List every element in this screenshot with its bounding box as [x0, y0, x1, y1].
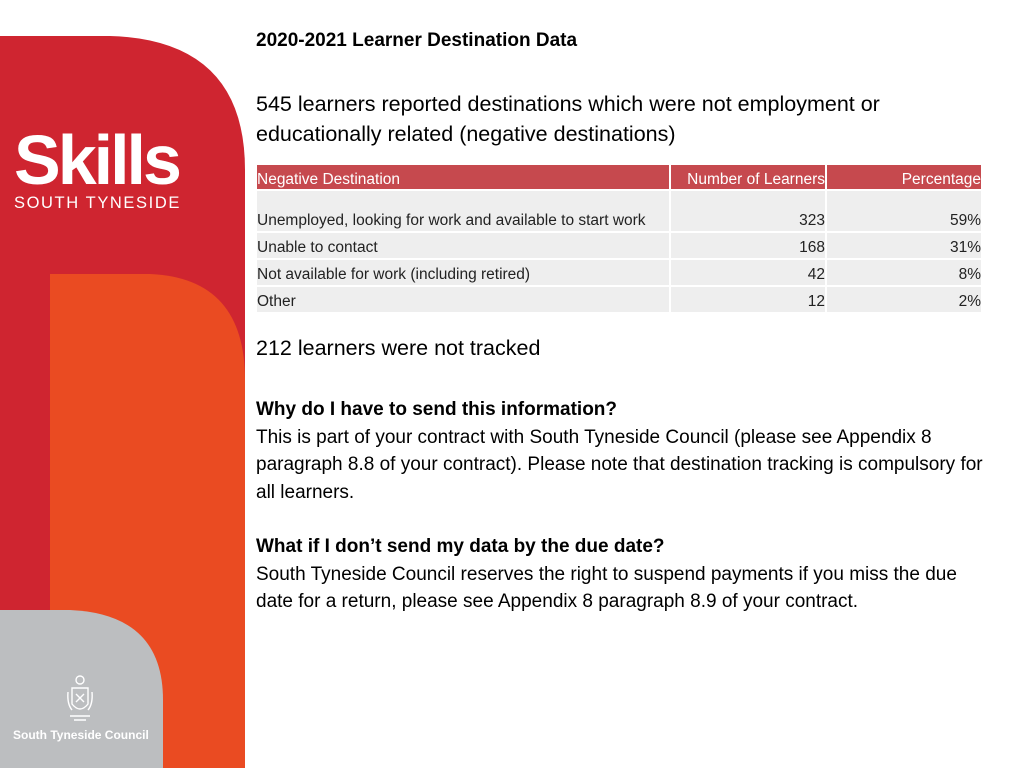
negative-destinations-summary: 545 learners reported destinations which were not employment or educationally related (negative destinations) — [256, 92, 880, 146]
logo-subtitle: SOUTH TYNESIDE — [14, 194, 181, 212]
table-header-row — [257, 165, 981, 191]
cell-learners: 168 — [671, 233, 825, 260]
table-row — [257, 233, 981, 260]
decorative-side-banner — [0, 0, 250, 768]
cell-percentage: 8% — [827, 260, 981, 287]
faq-answer: South Tyneside Council reserves the right to suspend payments if you miss the due date for a return, please see Appendix 8 paragraph 8.9 of your contract. — [256, 563, 957, 612]
slide-heading: 2020-2021 Learner Destination Data — [256, 30, 578, 51]
logo-word: Skills — [14, 121, 179, 199]
council-name: South Tyneside Council — [13, 728, 149, 742]
coat-of-arms-icon — [66, 674, 94, 722]
skills-logo — [14, 121, 214, 213]
column-header-destination: Negative Destination — [257, 165, 669, 191]
faq-item-due-date — [256, 533, 984, 616]
negative-destinations-table — [255, 165, 983, 314]
faq-item-why-send — [256, 396, 984, 506]
column-header-percentage: Percentage — [827, 165, 981, 191]
faq-question: What if I don’t send my data by the due date? — [256, 536, 665, 557]
cell-percentage: 59% — [827, 191, 981, 233]
cell-destination: Not available for work (including retired) — [257, 260, 669, 287]
cell-destination: Other — [257, 287, 669, 314]
cell-learners: 12 — [671, 287, 825, 314]
faq-answer: This is part of your contract with South Tyneside Council (please see Appendix 8 paragraph 8.8 of your contract). Please note that destination tracking is compulsory for all learners. — [256, 426, 983, 503]
council-branding — [0, 674, 160, 742]
table-row — [257, 287, 981, 314]
table-row — [257, 191, 981, 233]
cell-destination: Unable to contact — [257, 233, 669, 260]
cell-learners: 323 — [671, 191, 825, 233]
faq-question: Why do I have to send this information? — [256, 399, 618, 420]
table-row — [257, 260, 981, 287]
cell-learners: 42 — [671, 260, 825, 287]
cell-percentage: 2% — [827, 287, 981, 314]
column-header-learners: Number of Learners — [671, 165, 825, 191]
cell-percentage: 31% — [827, 233, 981, 260]
not-tracked-summary: 212 learners were not tracked — [256, 336, 541, 360]
cell-destination: Unemployed, looking for work and available to start work — [257, 191, 669, 233]
